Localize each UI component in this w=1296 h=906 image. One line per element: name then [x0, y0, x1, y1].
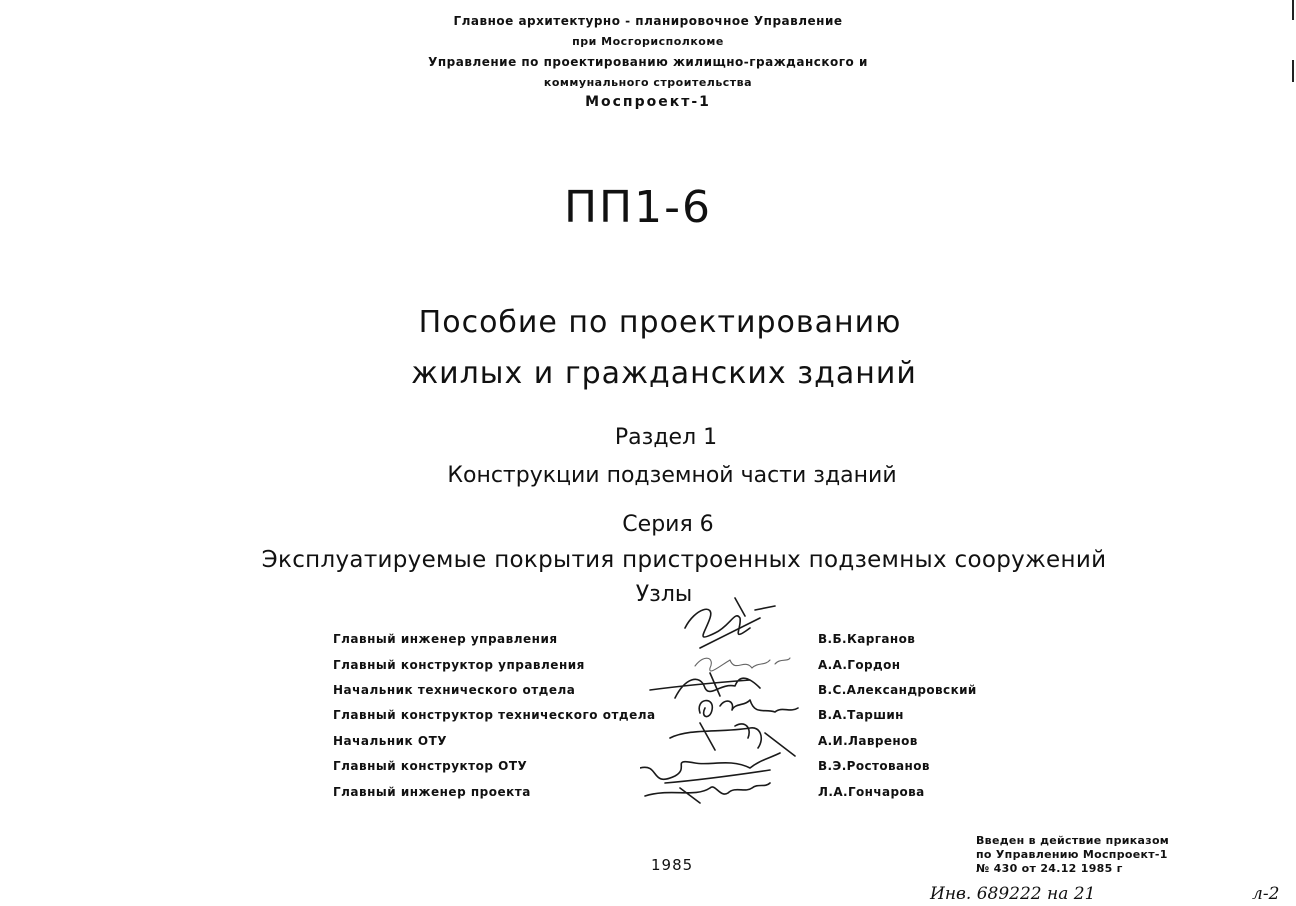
org-line-2: при Мосгорисполкоме: [572, 35, 724, 48]
scan-edge-mark: [1292, 0, 1294, 20]
signatory-role: Главный конструктор управления: [333, 658, 585, 672]
signatory-role: Начальник ОТУ: [333, 734, 448, 748]
section-name: Конструкции подземной части зданий: [447, 463, 897, 488]
signatory-name: А.И.Лавренов: [818, 734, 918, 748]
decree-line-3: № 430 от 24.12 1985 г: [976, 862, 1123, 875]
signatory-name: В.Э.Ростованов: [818, 759, 930, 773]
scan-edge-mark: [1292, 60, 1294, 82]
org-line-5: Моспроект-1: [585, 94, 711, 110]
handwritten-signatures: [640, 588, 810, 818]
section-label: Раздел 1: [614, 425, 718, 450]
series-label: Серия 6: [622, 512, 714, 537]
signatory-name: Л.А.Гончарова: [818, 785, 925, 799]
signatory-name: А.А.Гордон: [818, 658, 901, 672]
signatory-role: Главный инженер проекта: [333, 785, 531, 799]
decree-block: [976, 834, 1169, 876]
signatory-role: Главный инженер управления: [333, 632, 558, 646]
title-line-2: жилых и гражданских зданий: [411, 356, 917, 391]
signatory-name: В.А.Таршин: [818, 708, 904, 722]
signatory-role: Главный конструктор ОТУ: [333, 759, 528, 773]
org-line-1: Главное архитектурно - планировочное Управление: [453, 14, 843, 28]
signatory-name: В.С.Александровский: [818, 683, 977, 697]
signatory-role: Главный конструктор технического отдела: [333, 708, 656, 722]
decree-line-2: по Управлению Моспроект-1: [976, 848, 1168, 861]
title-line-1: Пособие по проектированию: [418, 305, 902, 340]
org-line-3: Управление по проектированию жилищно-гражданского и: [428, 55, 868, 69]
series-subtitle: Узлы: [635, 582, 693, 607]
document-code: ПП1-6: [563, 182, 713, 233]
org-line-4: коммунального строительства: [543, 76, 753, 89]
signatory-role: Начальник технического отдела: [333, 683, 576, 697]
sheet-mark: л-2: [1252, 884, 1280, 904]
series-name: Эксплуатируемые покрытия пристроенных подземных сооружений: [261, 547, 1107, 573]
decree-line-1: Введен в действие приказом: [976, 834, 1170, 847]
inventory-note: Инв. 689222 на 21: [930, 884, 1096, 904]
signatory-name: В.Б.Карганов: [818, 632, 916, 646]
publication-year: 1985: [651, 856, 694, 874]
